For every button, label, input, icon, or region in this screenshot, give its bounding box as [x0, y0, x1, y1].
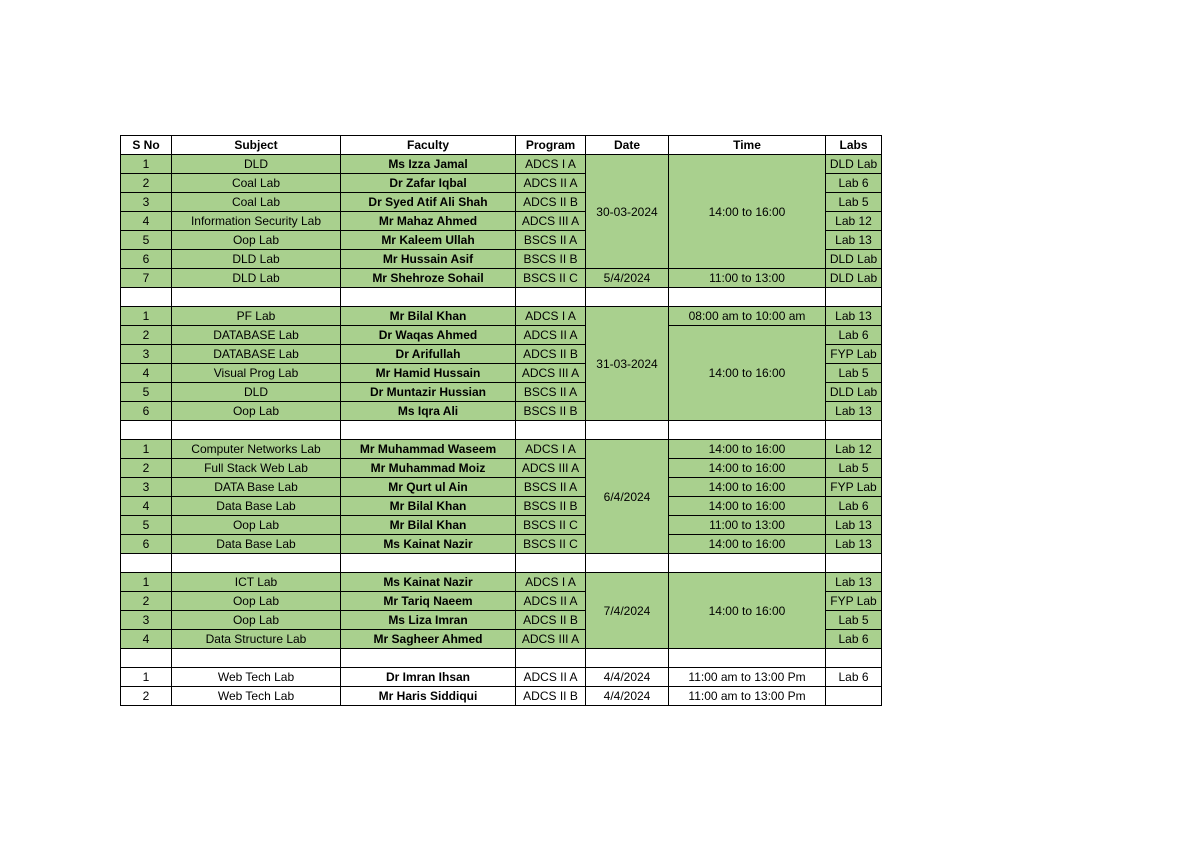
header-labs: Labs [826, 136, 882, 155]
cell-labs: FYP Lab [826, 345, 882, 364]
cell-program: ADCS II A [516, 326, 586, 345]
cell-program: ADCS II B [516, 345, 586, 364]
cell-faculty: Mr Bilal Khan [341, 307, 516, 326]
cell-subject: DLD [172, 155, 341, 174]
cell-faculty: Mr Mahaz Ahmed [341, 212, 516, 231]
table-row [121, 269, 882, 288]
cell-sno: 1 [121, 307, 172, 326]
cell-sno: 5 [121, 383, 172, 402]
cell-faculty: Ms Kainat Nazir [341, 535, 516, 554]
cell-subject: ICT Lab [172, 573, 341, 592]
cell-time: 14:00 to 16:00 [669, 440, 826, 459]
cell-faculty: Mr Bilal Khan [341, 516, 516, 535]
cell-time: 11:00 am to 13:00 Pm [669, 687, 826, 706]
cell-program: ADCS II B [516, 687, 586, 706]
cell-sno: 1 [121, 668, 172, 687]
cell-subject: PF Lab [172, 307, 341, 326]
cell-date: 7/4/2024 [586, 573, 669, 649]
cell-program: BSCS II C [516, 535, 586, 554]
cell-sno: 2 [121, 592, 172, 611]
cell-faculty: Mr Shehroze Sohail [341, 269, 516, 288]
cell-labs: Lab 13 [826, 573, 882, 592]
cell-subject: DATABASE Lab [172, 326, 341, 345]
header-date: Date [586, 136, 669, 155]
cell-faculty: Mr Kaleem Ullah [341, 231, 516, 250]
cell-labs: FYP Lab [826, 592, 882, 611]
cell-labs: Lab 6 [826, 630, 882, 649]
table-row [121, 497, 882, 516]
cell-labs: Lab 13 [826, 231, 882, 250]
cell-sno: 4 [121, 212, 172, 231]
cell-labs: Lab 12 [826, 212, 882, 231]
spacer-row [121, 421, 882, 440]
cell-sno: 4 [121, 497, 172, 516]
cell-time: 14:00 to 16:00 [669, 155, 826, 269]
cell-subject: DATA Base Lab [172, 478, 341, 497]
table-row [121, 307, 882, 326]
cell-time: 14:00 to 16:00 [669, 459, 826, 478]
cell-subject: Coal Lab [172, 193, 341, 212]
cell-time: 11:00 to 13:00 [669, 516, 826, 535]
cell-program: ADCS I A [516, 155, 586, 174]
lab-schedule-table [120, 135, 882, 706]
cell-program: ADCS III A [516, 630, 586, 649]
cell-faculty: Mr Muhammad Moiz [341, 459, 516, 478]
cell-program: ADCS II B [516, 611, 586, 630]
cell-program: ADCS II A [516, 592, 586, 611]
cell-sno: 3 [121, 345, 172, 364]
cell-date: 30-03-2024 [586, 155, 669, 269]
cell-labs: Lab 5 [826, 611, 882, 630]
header-time: Time [669, 136, 826, 155]
cell-labs: Lab 5 [826, 459, 882, 478]
header-row [121, 136, 882, 155]
table-row [121, 668, 882, 687]
cell-subject: Oop Lab [172, 592, 341, 611]
cell-labs: Lab 13 [826, 516, 882, 535]
cell-program: ADCS I A [516, 440, 586, 459]
cell-labs: Lab 13 [826, 402, 882, 421]
cell-faculty: Mr Hussain Asif [341, 250, 516, 269]
cell-labs: DLD Lab [826, 269, 882, 288]
cell-program: ADCS I A [516, 573, 586, 592]
cell-subject: DLD [172, 383, 341, 402]
cell-labs: Lab 6 [826, 668, 882, 687]
cell-subject: Data Base Lab [172, 497, 341, 516]
cell-faculty: Ms Liza Imran [341, 611, 516, 630]
cell-date: 31-03-2024 [586, 307, 669, 421]
cell-date: 4/4/2024 [586, 687, 669, 706]
cell-subject: Oop Lab [172, 516, 341, 535]
cell-time: 08:00 am to 10:00 am [669, 307, 826, 326]
cell-faculty: Mr Bilal Khan [341, 497, 516, 516]
cell-faculty: Ms Izza Jamal [341, 155, 516, 174]
table-row [121, 155, 882, 174]
cell-labs: Lab 6 [826, 174, 882, 193]
cell-date: 4/4/2024 [586, 668, 669, 687]
cell-subject: DLD Lab [172, 269, 341, 288]
cell-faculty: Dr Waqas Ahmed [341, 326, 516, 345]
cell-faculty: Mr Sagheer Ahmed [341, 630, 516, 649]
cell-faculty: Mr Haris Siddiqui [341, 687, 516, 706]
cell-faculty: Dr Zafar Iqbal [341, 174, 516, 193]
cell-program: BSCS II A [516, 478, 586, 497]
table-row [121, 535, 882, 554]
cell-labs: DLD Lab [826, 155, 882, 174]
cell-time: 14:00 to 16:00 [669, 497, 826, 516]
table-row [121, 687, 882, 706]
cell-subject: Oop Lab [172, 611, 341, 630]
cell-faculty: Dr Arifullah [341, 345, 516, 364]
cell-labs: FYP Lab [826, 478, 882, 497]
cell-subject: Data Structure Lab [172, 630, 341, 649]
cell-labs: DLD Lab [826, 250, 882, 269]
cell-subject: DATABASE Lab [172, 345, 341, 364]
cell-subject: Full Stack Web Lab [172, 459, 341, 478]
cell-sno: 1 [121, 440, 172, 459]
cell-program: ADCS III A [516, 364, 586, 383]
cell-program: BSCS II B [516, 402, 586, 421]
cell-program: BSCS II B [516, 497, 586, 516]
cell-sno: 5 [121, 231, 172, 250]
header-subject: Subject [172, 136, 341, 155]
cell-sno: 3 [121, 193, 172, 212]
table-row [121, 459, 882, 478]
cell-subject: Oop Lab [172, 231, 341, 250]
cell-sno: 2 [121, 459, 172, 478]
cell-program: BSCS II A [516, 231, 586, 250]
table-row [121, 478, 882, 497]
cell-program: BSCS II B [516, 250, 586, 269]
cell-faculty: Dr Imran Ihsan [341, 668, 516, 687]
cell-subject: Web Tech Lab [172, 687, 341, 706]
cell-faculty: Ms Kainat Nazir [341, 573, 516, 592]
spacer-row [121, 554, 882, 573]
cell-subject: Data Base Lab [172, 535, 341, 554]
cell-sno: 3 [121, 611, 172, 630]
header-sno: S No [121, 136, 172, 155]
cell-labs [826, 687, 882, 706]
cell-subject: Information Security Lab [172, 212, 341, 231]
cell-faculty: Dr Muntazir Hussian [341, 383, 516, 402]
cell-program: ADCS III A [516, 212, 586, 231]
cell-sno: 6 [121, 535, 172, 554]
cell-faculty: Mr Muhammad Waseem [341, 440, 516, 459]
cell-sno: 4 [121, 364, 172, 383]
cell-time: 14:00 to 16:00 [669, 326, 826, 421]
table-row [121, 440, 882, 459]
spacer-row [121, 649, 882, 668]
cell-sno: 6 [121, 402, 172, 421]
cell-faculty: Mr Qurt ul Ain [341, 478, 516, 497]
cell-subject: Visual Prog Lab [172, 364, 341, 383]
cell-time: 11:00 to 13:00 [669, 269, 826, 288]
cell-sno: 3 [121, 478, 172, 497]
cell-sno: 1 [121, 573, 172, 592]
cell-faculty: Mr Tariq Naeem [341, 592, 516, 611]
cell-time: 14:00 to 16:00 [669, 478, 826, 497]
table-row [121, 326, 882, 345]
cell-labs: Lab 6 [826, 497, 882, 516]
cell-time: 14:00 to 16:00 [669, 535, 826, 554]
cell-program: ADCS II A [516, 174, 586, 193]
cell-labs: Lab 5 [826, 193, 882, 212]
cell-sno: 5 [121, 516, 172, 535]
cell-sno: 4 [121, 630, 172, 649]
cell-labs: Lab 13 [826, 535, 882, 554]
cell-program: ADCS I A [516, 307, 586, 326]
cell-faculty: Dr Syed Atif Ali Shah [341, 193, 516, 212]
cell-program: ADCS III A [516, 459, 586, 478]
cell-date: 6/4/2024 [586, 440, 669, 554]
cell-labs: Lab 5 [826, 364, 882, 383]
cell-sno: 1 [121, 155, 172, 174]
cell-time: 14:00 to 16:00 [669, 573, 826, 649]
header-faculty: Faculty [341, 136, 516, 155]
cell-program: BSCS II C [516, 516, 586, 535]
cell-labs: DLD Lab [826, 383, 882, 402]
cell-sno: 7 [121, 269, 172, 288]
cell-sno: 2 [121, 687, 172, 706]
cell-subject: DLD Lab [172, 250, 341, 269]
table-row [121, 573, 882, 592]
cell-program: BSCS II C [516, 269, 586, 288]
spacer-row [121, 288, 882, 307]
header-program: Program [516, 136, 586, 155]
cell-faculty: Mr Hamid Hussain [341, 364, 516, 383]
cell-sno: 2 [121, 174, 172, 193]
cell-sno: 2 [121, 326, 172, 345]
cell-subject: Web Tech Lab [172, 668, 341, 687]
cell-labs: Lab 6 [826, 326, 882, 345]
cell-program: ADCS II B [516, 193, 586, 212]
cell-subject: Computer Networks Lab [172, 440, 341, 459]
cell-labs: Lab 13 [826, 307, 882, 326]
cell-labs: Lab 12 [826, 440, 882, 459]
cell-faculty: Ms Iqra Ali [341, 402, 516, 421]
cell-program: ADCS II A [516, 668, 586, 687]
cell-sno: 6 [121, 250, 172, 269]
table-row [121, 516, 882, 535]
cell-date: 5/4/2024 [586, 269, 669, 288]
cell-subject: Coal Lab [172, 174, 341, 193]
cell-time: 11:00 am to 13:00 Pm [669, 668, 826, 687]
cell-subject: Oop Lab [172, 402, 341, 421]
cell-program: BSCS II A [516, 383, 586, 402]
